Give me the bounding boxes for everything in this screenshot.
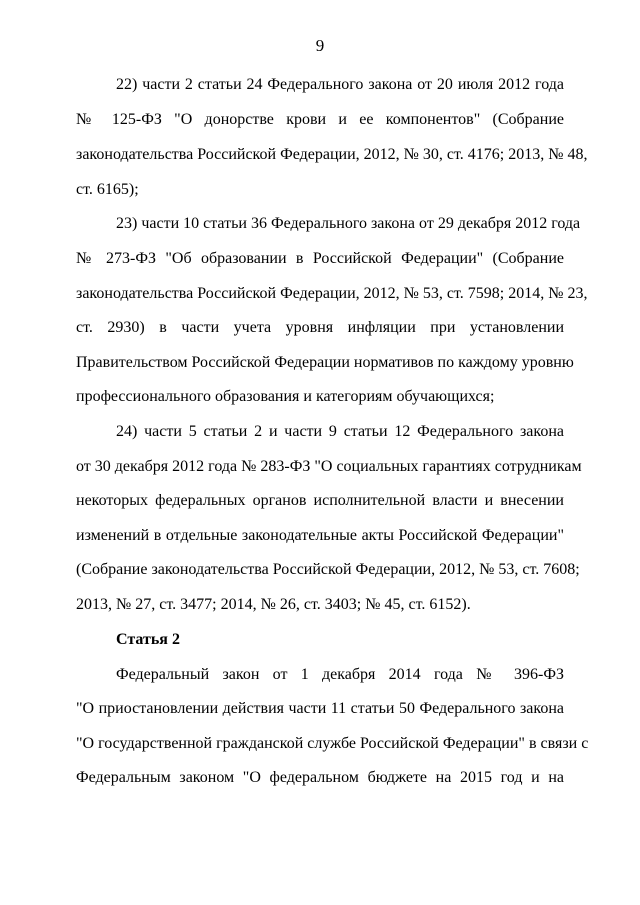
item-24-line-3: некоторых федеральных органов исполнительной власти и внесении [76,492,564,509]
article-2-heading: Статья 2 [116,631,180,648]
item-24-line-2: от 30 декабря 2012 года № 283-ФЗ "О социальных гарантиях сотрудникам [76,458,582,475]
item-23-line-1: 23) части 10 статьи 36 Федерального закона от 29 декабря 2012 года [116,215,581,232]
item-22-line-1: 22) части 2 статьи 24 Федерального закона от 20 июля 2012 года [116,76,564,93]
item-23-line-3: законодательства Российской Федерации, 2012, № 53, ст. 7598; 2014, № 23, [76,285,588,302]
page-number: 9 [315,36,325,55]
item-24-line-5: (Собрание законодательства Российской Федерации, 2012, № 53, ст. 7608; [76,561,580,578]
item-24-line-1: 24) части 5 статьи 2 и части 9 статьи 12 Федерального закона [116,423,564,440]
item-24-line-4: изменений в отдельные законодательные акты Российской Федерации" [76,527,564,544]
article-2-line-2: "О приостановлении действия части 11 статьи 50 Федерального закона [76,700,564,717]
article-2-line-1: Федеральный закон от 1 декабря 2014 года № 396-ФЗ [116,666,564,683]
item-24-line-6: 2013, № 27, ст. 3477; 2014, № 26, ст. 3403; № 45, ст. 6152). [76,596,471,613]
item-23-line-2: № 273-ФЗ "Об образовании в Российской Федерации" (Собрание [76,250,564,267]
item-22-line-3: законодательства Российской Федерации, 2012, № 30, ст. 4176; 2013, № 48, [76,146,588,163]
item-23-line-4: ст. 2930) в части учета уровня инфляции при установлении [76,319,564,336]
item-22-line-4: ст. 6165); [76,181,139,198]
item-23-line-5: Правительством Российской Федерации нормативов по каждому уровню [76,354,574,371]
article-2-line-3: "О государственной гражданской службе Российской Федерации" в связи с [76,735,589,752]
item-23-line-6: профессионального образования и категориям обучающихся; [76,388,495,405]
article-2-line-4: Федеральным законом "О федеральном бюджете на 2015 год и на [76,769,564,786]
item-22-line-2: № 125-ФЗ "О донорстве крови и ее компонентов" (Собрание [76,111,564,128]
